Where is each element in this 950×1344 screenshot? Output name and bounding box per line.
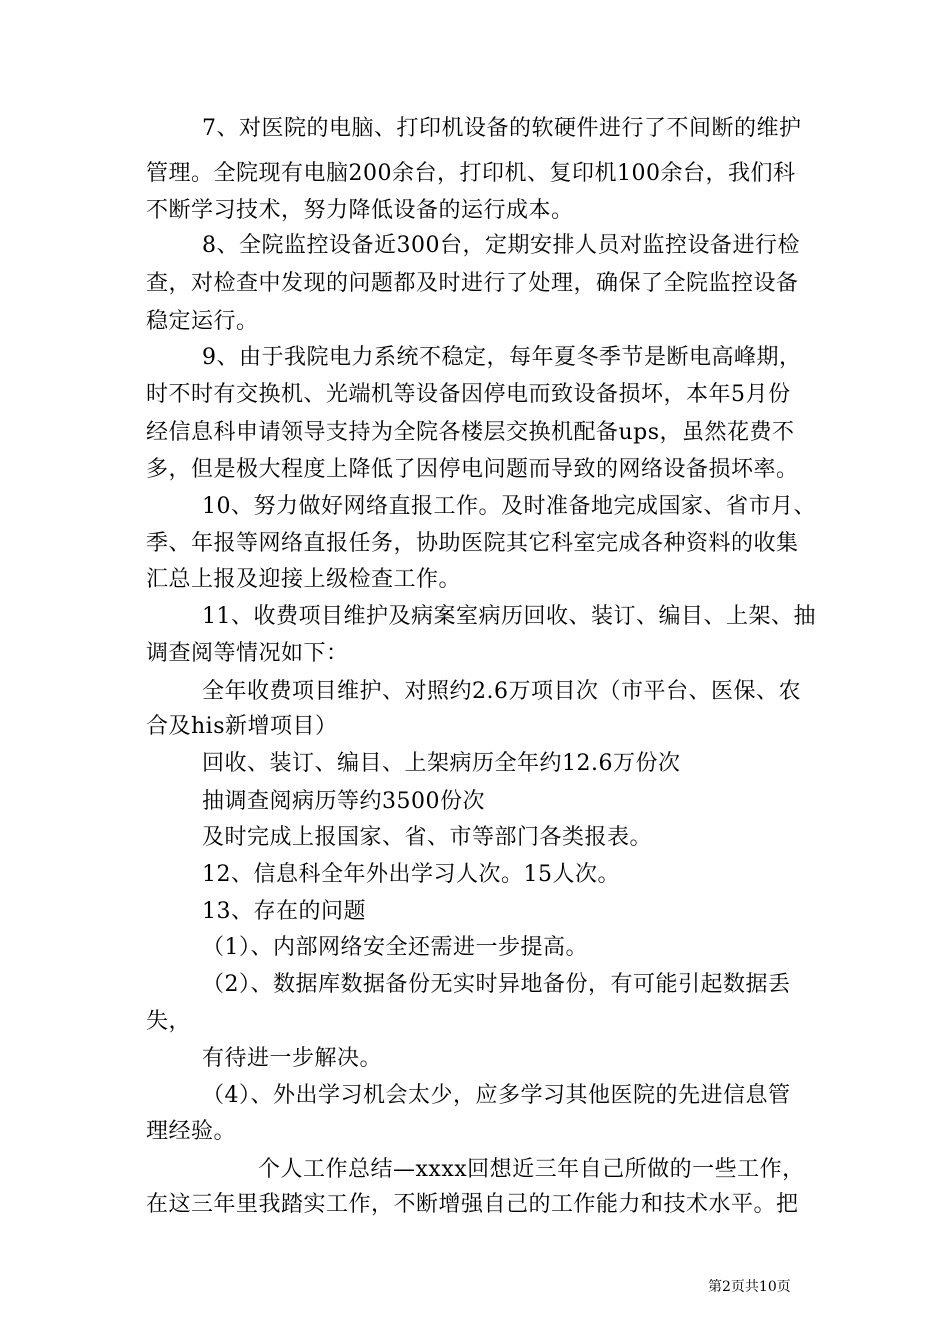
paragraph-line: （4）、外出学习机会太少，应多学习其他医院的先进信息管 bbox=[202, 1083, 791, 1108]
paragraph-line: 7、对医院的电脑、打印机设备的软硬件进行了不间断的维护 bbox=[202, 116, 802, 141]
paragraph-line: 失， bbox=[146, 1009, 192, 1034]
paragraph-line: 全年收费项目维护、对照约2.6万项目次（市平台、医保、农 bbox=[202, 679, 801, 704]
paragraph-line: 13、存在的问题 bbox=[202, 899, 366, 924]
paragraph-line: 及时完成上报国家、省、市等部门各类报表。 bbox=[202, 825, 653, 850]
paragraph-line: 12、信息科全年外出学习人次。15人次。 bbox=[202, 862, 620, 887]
paragraph-line: 个人工作总结—xxxx回想近三年自己所做的一些工作， bbox=[258, 1157, 805, 1182]
paragraph-line: 管理。全院现有电脑200余台，打印机、复印机100余台，我们科 bbox=[146, 161, 796, 186]
paragraph-line: 时不时有交换机、光端机等设备因停电而致设备损坏，本年5月份 bbox=[146, 382, 791, 407]
paragraph-line: 不断学习技术，努力降低设备的运行成本。 bbox=[146, 198, 574, 223]
page-number: 第2页共10页 bbox=[708, 1279, 791, 1295]
paragraph-line: 11、收费项目维护及病案室病历回收、装订、编目、上架、抽 bbox=[202, 604, 816, 629]
paragraph-line: 理经验。 bbox=[146, 1119, 237, 1144]
paragraph-line: 经信息科申请领导支持为全院各楼层交换机配备ups，虽然花费不 bbox=[146, 420, 795, 445]
paragraph-line: 在这三年里我踏实工作，不断增强自己的工作能力和技术水平。把 bbox=[146, 1192, 799, 1217]
paragraph-line: 多，但是极大程度上降低了因停电问题而导致的网络设备损坏率。 bbox=[146, 457, 799, 482]
paragraph-line: 查，对检查中发现的问题都及时进行了处理，确保了全院监控设备 bbox=[146, 271, 799, 296]
paragraph-line: 有待进一步解决。 bbox=[202, 1046, 383, 1071]
paragraph-line: 8、全院监控设备近300台，定期安排人员对监控设备进行检 bbox=[202, 233, 800, 258]
paragraph-line: （2）、数据库数据备份无实时异地备份，有可能引起数据丢 bbox=[202, 972, 791, 997]
paragraph-line: （1）、内部网络安全还需进一步提高。 bbox=[202, 935, 588, 960]
paragraph-line: 季、年报等网络直报任务，协助医院其它科室完成各种资料的收集 bbox=[146, 531, 799, 556]
paragraph-line: 回收、装订、编目、上架病历全年约12.6万份次 bbox=[202, 751, 681, 776]
paragraph-line: 9、由于我院电力系统不稳定，每年夏冬季节是断电高峰期， bbox=[202, 345, 802, 370]
paragraph-line: 调查阅等情况如下： bbox=[146, 641, 349, 666]
paragraph-line: 汇总上报及迎接上级检查工作。 bbox=[146, 567, 462, 592]
paragraph-line: 合及his新增项目） bbox=[146, 714, 338, 739]
paragraph-line: 稳定运行。 bbox=[146, 309, 259, 334]
paragraph-line: 抽调查阅病历等约3500份次 bbox=[202, 789, 485, 814]
paragraph-line: 10、努力做好网络直报工作。及时准备地完成国家、省市月、 bbox=[202, 494, 816, 519]
